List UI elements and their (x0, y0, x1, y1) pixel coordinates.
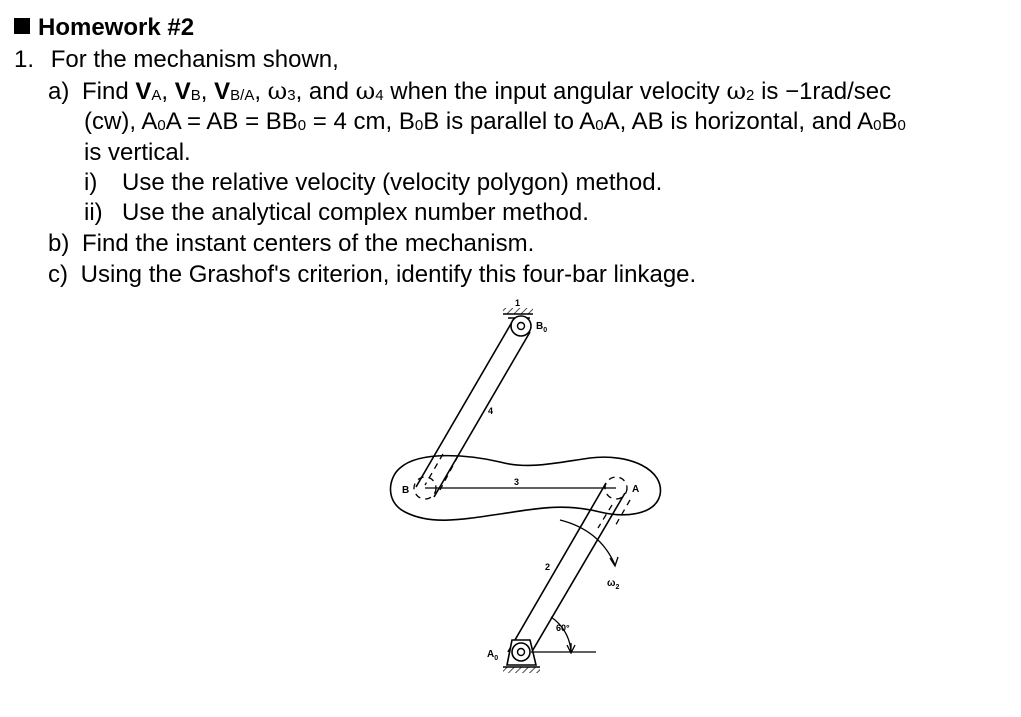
line2-sub-6: 0 (897, 117, 906, 134)
line2-seg-6: B (881, 108, 898, 135)
omega3-symbol: ω (267, 77, 288, 105)
part-c-text: Using the Grashof's criterion, identify this four-bar linkage. (80, 261, 697, 288)
link-4 (416, 318, 530, 497)
label-link-3: 3 (514, 477, 520, 487)
find-word: Find (82, 78, 129, 105)
line2-sub-4: 0 (595, 117, 604, 134)
vb-sub: B (190, 87, 201, 104)
part-a-label: a) (48, 78, 70, 105)
label-omega2: $\omega_2$ (607, 578, 620, 591)
part-b-text: Find the instant centers of the mechanism. (82, 230, 535, 257)
line2-seg-3: = 4 cm, B (312, 108, 415, 135)
pivot-b0 (503, 308, 533, 336)
va-symbol: V (135, 78, 152, 105)
line2-sub-2: 0 (297, 117, 307, 134)
title-text: Homework #2 (38, 14, 195, 41)
line2-sub-5: 0 (873, 117, 882, 134)
and-word: , and (295, 78, 349, 105)
label-angle: 60° (556, 623, 570, 633)
part-b-label: b) (48, 230, 70, 257)
label-a: A (632, 484, 640, 495)
label-b0: $B_0$ (536, 321, 548, 334)
line2-seg-4: B is parallel to A (423, 108, 596, 135)
omega2-sub: 2 (746, 87, 755, 104)
vba-symbol: V (214, 78, 231, 105)
omega4-symbol: ω (355, 77, 376, 105)
omega4-sub: 4 (375, 87, 384, 104)
line2-seg-1: (cw), A (84, 108, 158, 135)
part-c-label: c) (48, 261, 68, 288)
omega3-sub: 3 (287, 87, 296, 104)
label-b: B (402, 485, 410, 496)
when-text: when the input angular velocity (390, 78, 720, 105)
problem-intro-text: For the mechanism shown, (50, 46, 339, 73)
va-sub: A (151, 87, 162, 104)
label-a0: $A_0$ (487, 649, 499, 662)
vb-symbol: V (174, 78, 191, 105)
label-link-2: 2 (545, 562, 551, 572)
input-velocity-value: is −1rad/sec (761, 78, 892, 105)
line2-sub-1: 0 (157, 117, 166, 134)
line2-sub-3: 0 (414, 117, 424, 134)
problem-number: 1. (14, 46, 35, 73)
sub-i-text: Use the relative velocity (velocity polygon) method. (122, 169, 663, 196)
label-link-1: 1 (515, 298, 521, 308)
pivot-a0 (503, 640, 540, 673)
part-a-line-3: is vertical. (84, 139, 191, 166)
sub-ii-label: ii) (84, 199, 103, 226)
vba-sub: B/A (230, 87, 255, 104)
line2-seg-5: A, AB is horizontal, and A (603, 108, 874, 135)
sub-ii-text: Use the analytical complex number method. (122, 199, 589, 226)
omega2-symbol: ω (726, 77, 747, 105)
sub-i-label: i) (84, 169, 98, 196)
part-a-line-1: a) Find VA, VB, VB/A, ω3, and ω4 when the input angular velocity ω2 is −1rad/sec (48, 77, 892, 105)
label-link-4: 4 (488, 406, 494, 416)
line2-seg-2: A = AB = BB (165, 108, 298, 135)
